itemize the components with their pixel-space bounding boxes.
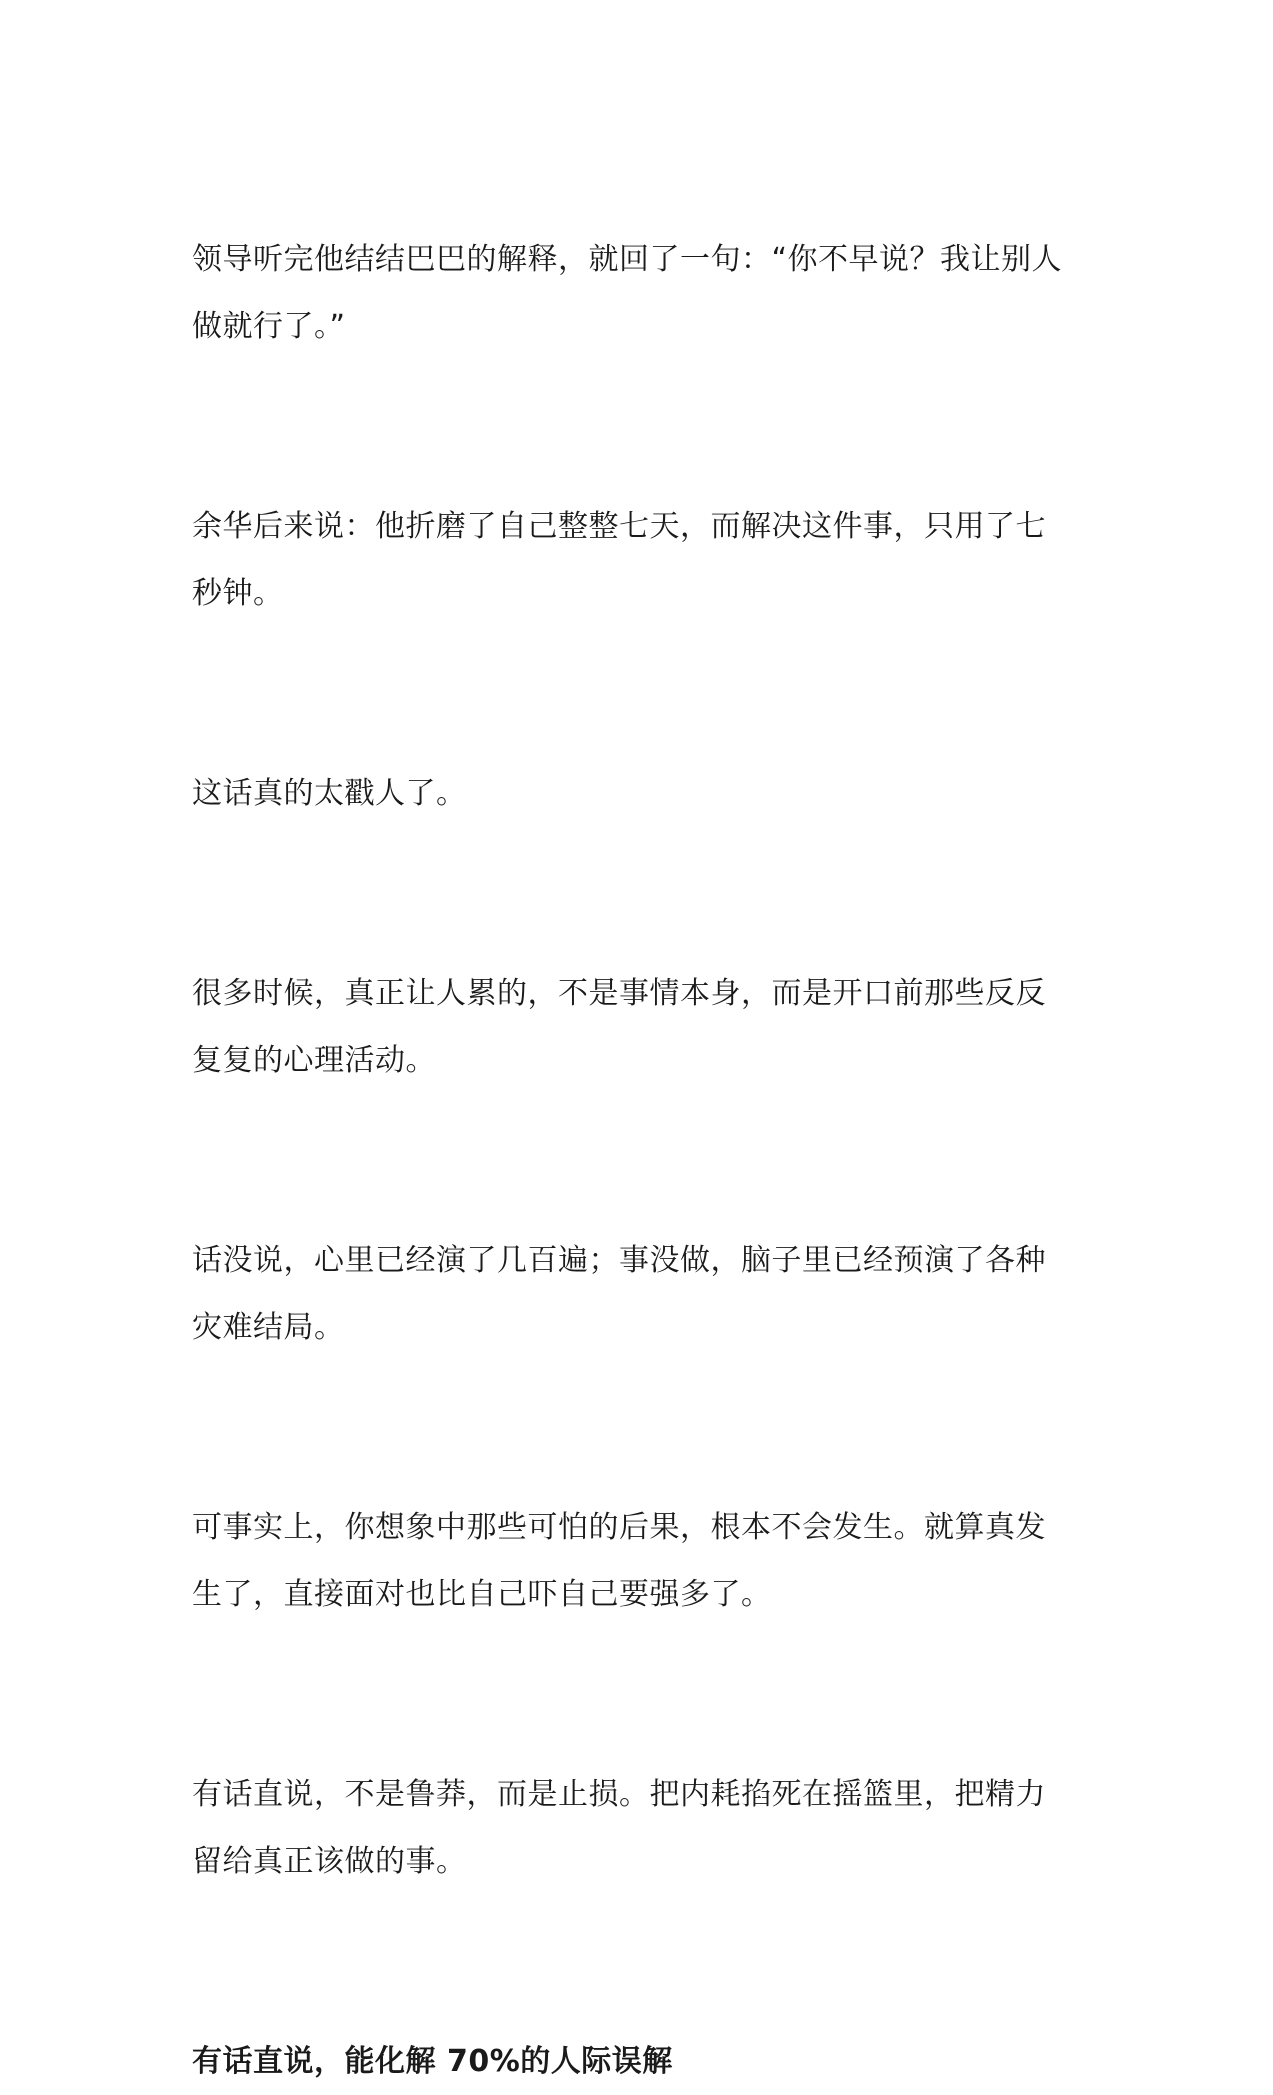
paragraph-line: 生了，直接面对也比自己吓自己要强多了。	[192, 1577, 772, 1612]
paragraph-line: 余华后来说：他折磨了自己整整七天，而解决这件事，只用了七	[192, 509, 1046, 544]
paragraph-line: 留给真正该做的事。	[192, 1844, 467, 1879]
paragraph-line: 灾难结局。	[192, 1310, 345, 1345]
paragraph-1	[192, 226, 1092, 360]
paragraph-3	[192, 760, 1092, 827]
paragraph-line: 复复的心理活动。	[192, 1043, 436, 1078]
paragraph-line: 秒钟。	[192, 576, 284, 611]
paragraph-4	[192, 960, 1092, 1094]
paragraph-line: 话没说，心里已经演了几百遍；事没做，脑子里已经预演了各种	[192, 1243, 1046, 1278]
section-heading: 有话直说，能化解 70%的人际误解	[192, 2044, 673, 2079]
paragraph-2	[192, 493, 1092, 627]
paragraph-line: 可事实上，你想象中那些可怕的后果，根本不会发生。就算真发	[192, 1510, 1046, 1545]
paragraph-line: 做就行了。”	[192, 309, 346, 344]
paragraph-line: 很多时候，真正让人累的，不是事情本身，而是开口前那些反反	[192, 976, 1046, 1011]
paragraph-line: 有话直说，不是鲁莽，而是止损。把内耗掐死在摇篮里，把精力	[192, 1777, 1046, 1812]
paragraph-6	[192, 1494, 1092, 1628]
paragraph-5	[192, 1227, 1092, 1361]
paragraph-7	[192, 1761, 1092, 1895]
paragraph-line: 领导听完他结结巴巴的解释，就回了一句：“你不早说？我让别人	[192, 242, 1063, 277]
document-body	[192, 226, 1092, 2095]
paragraph-line: 这话真的太戳人了。	[192, 776, 467, 811]
